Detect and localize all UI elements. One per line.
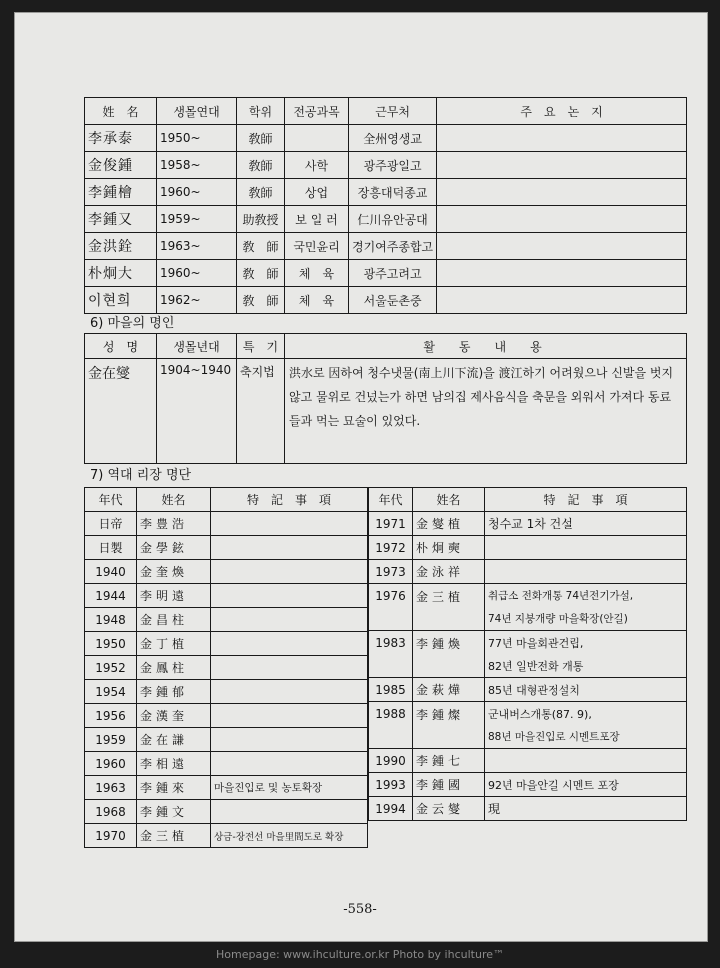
head-name: 金奎煥	[137, 560, 211, 584]
resident-notes	[437, 125, 687, 152]
col-header-notes: 주 요 논 지	[437, 98, 687, 125]
head-name: 李鍾文	[137, 800, 211, 824]
table-row	[369, 702, 687, 726]
resident-degree: 敎師	[237, 179, 285, 206]
resident-workplace: 경기여주종합고	[349, 233, 437, 260]
table-row	[85, 680, 368, 704]
col-header-notes: 特 記 事 項	[485, 488, 687, 512]
head-note: 군내버스개통(87. 9),	[485, 702, 687, 726]
resident-major: 사학	[285, 152, 349, 179]
table-row	[85, 233, 687, 260]
table-row	[85, 359, 687, 464]
head-year: 1985	[369, 678, 413, 702]
resident-workplace: 仁川유안공대	[349, 206, 437, 233]
resident-years: 1959~	[157, 206, 237, 233]
head-year: 1948	[85, 608, 137, 632]
head-note-continued: 82년 일반전화 개통	[485, 654, 687, 678]
table-row	[85, 800, 368, 824]
resident-years: 1963~	[157, 233, 237, 260]
table-row	[369, 560, 687, 584]
table-row	[85, 632, 368, 656]
famous-name: 金在燮	[85, 359, 157, 464]
head-name: 金在謙	[137, 728, 211, 752]
resident-workplace: 광주고려고	[349, 260, 437, 287]
head-note	[211, 560, 368, 584]
head-year: 1993	[369, 773, 413, 797]
head-name: 金萩燁	[413, 678, 485, 702]
page-number: -558-	[343, 902, 377, 917]
resident-degree: 敎 師	[237, 260, 285, 287]
head-year: 1970	[85, 824, 137, 848]
col-header-degree: 학위	[237, 98, 285, 125]
table-row	[85, 704, 368, 728]
table-row	[85, 152, 687, 179]
table-row	[85, 287, 687, 314]
resident-notes	[437, 206, 687, 233]
table-row	[85, 536, 368, 560]
col-header-major: 전공과목	[285, 98, 349, 125]
table-header-row	[85, 334, 687, 359]
head-note: 85년 대형관정설치	[485, 678, 687, 702]
head-name: 金三植	[413, 584, 485, 631]
head-name: 李鍾七	[413, 749, 485, 773]
famous-skill: 축지법	[237, 359, 285, 464]
resident-years: 1950~	[157, 125, 237, 152]
col-header-skill: 특 기	[237, 334, 285, 359]
resident-major: 체 육	[285, 287, 349, 314]
resident-major: 체 육	[285, 260, 349, 287]
head-year: 1944	[85, 584, 137, 608]
resident-workplace: 장흥대덕종교	[349, 179, 437, 206]
table-row	[85, 206, 687, 233]
table-row	[85, 560, 368, 584]
resident-workplace: 서울둔촌중	[349, 287, 437, 314]
resident-years: 1960~	[157, 179, 237, 206]
head-note: 現	[485, 797, 687, 821]
col-header-name: 성 명	[85, 334, 157, 359]
table-header-row	[85, 98, 687, 125]
col-header-year: 年代	[369, 488, 413, 512]
head-name: 金漢奎	[137, 704, 211, 728]
head-note	[211, 728, 368, 752]
head-name: 金丁植	[137, 632, 211, 656]
table-row	[369, 797, 687, 821]
resident-name: 李承泰	[85, 125, 157, 152]
table-header-row	[369, 488, 687, 512]
col-header-notes: 特 記 事 項	[211, 488, 368, 512]
village-heads-table-right	[368, 487, 687, 821]
head-name: 李豊浩	[137, 512, 211, 536]
table-row	[369, 749, 687, 773]
head-year: 1954	[85, 680, 137, 704]
famous-activity: 洪水로 因하여 청수냇물(南上川下流)을 渡江하기 어려웠으나 신발을 벗지 않고 물위로 건넜는가 하면 남의집 제사음식을 축문을 외워서 가져다 동료들과 먹는 묘술이 있었다.	[285, 359, 687, 464]
resident-degree: 敎師	[237, 125, 285, 152]
resident-degree: 敎 師	[237, 233, 285, 260]
head-name: 李明遠	[137, 584, 211, 608]
table-row	[369, 512, 687, 536]
head-name: 金鳳柱	[137, 656, 211, 680]
head-name: 李鍾煥	[413, 631, 485, 678]
col-header-name: 姓 名	[85, 98, 157, 125]
head-note	[211, 656, 368, 680]
table-row	[85, 608, 368, 632]
residents-table	[84, 97, 687, 314]
head-year: 1940	[85, 560, 137, 584]
head-note: 청수교 1차 건설	[485, 512, 687, 536]
head-name: 金學鉉	[137, 536, 211, 560]
head-name: 李鍾郁	[137, 680, 211, 704]
head-note	[485, 536, 687, 560]
table-row	[85, 776, 368, 800]
resident-major: 보 일 러	[285, 206, 349, 233]
village-heads-table-left	[84, 487, 368, 848]
resident-major	[285, 125, 349, 152]
head-year: 1960	[85, 752, 137, 776]
table-row	[85, 824, 368, 848]
resident-degree: 敎 師	[237, 287, 285, 314]
head-note	[211, 632, 368, 656]
table-row	[369, 584, 687, 608]
head-year: 1950	[85, 632, 137, 656]
head-name: 金昌柱	[137, 608, 211, 632]
head-note	[211, 800, 368, 824]
col-header-workplace: 근무처	[349, 98, 437, 125]
head-name: 李鍾來	[137, 776, 211, 800]
head-note-continued: 88년 마을진입로 시멘트포장	[485, 725, 687, 749]
resident-name: 金俊鍾	[85, 152, 157, 179]
head-note: 92년 마을안길 시멘트 포장	[485, 773, 687, 797]
head-note: 77년 마을회관건립,	[485, 631, 687, 655]
head-year: 日製	[85, 536, 137, 560]
resident-major: 상업	[285, 179, 349, 206]
head-year: 1983	[369, 631, 413, 678]
resident-years: 1960~	[157, 260, 237, 287]
head-name: 金燮植	[413, 512, 485, 536]
table-header-row	[85, 488, 368, 512]
head-year: 1956	[85, 704, 137, 728]
resident-years: 1962~	[157, 287, 237, 314]
resident-degree: 敎師	[237, 152, 285, 179]
head-year: 1952	[85, 656, 137, 680]
head-year: 1959	[85, 728, 137, 752]
head-year: 1988	[369, 702, 413, 749]
head-year: 1976	[369, 584, 413, 631]
table-row	[85, 125, 687, 152]
table-row	[369, 678, 687, 702]
resident-name: 朴炯大	[85, 260, 157, 287]
head-year: 1971	[369, 512, 413, 536]
table-row	[85, 260, 687, 287]
head-name: 朴炯奭	[413, 536, 485, 560]
resident-notes	[437, 287, 687, 314]
resident-name: 이현희	[85, 287, 157, 314]
head-note	[485, 749, 687, 773]
resident-notes	[437, 233, 687, 260]
famous-person-table	[84, 333, 687, 464]
head-year: 1990	[369, 749, 413, 773]
head-name: 李相遠	[137, 752, 211, 776]
col-header-activity: 활 동 내 용	[285, 334, 687, 359]
head-year: 1972	[369, 536, 413, 560]
table-row	[85, 728, 368, 752]
table-row	[85, 752, 368, 776]
resident-name: 李鍾又	[85, 206, 157, 233]
col-header-years: 생몰년대	[157, 334, 237, 359]
resident-notes	[437, 260, 687, 287]
head-note	[211, 536, 368, 560]
head-name: 李鍾燦	[413, 702, 485, 749]
head-note: 마을진입로 및 농토확장	[211, 776, 368, 800]
table-row	[85, 179, 687, 206]
head-note	[211, 584, 368, 608]
resident-years: 1958~	[157, 152, 237, 179]
section-title-village-heads: 7) 역대 리장 명단	[90, 468, 192, 483]
head-note: 상금-장전선 마을里間도로 확장	[211, 824, 368, 848]
resident-notes	[437, 179, 687, 206]
head-year: 1968	[85, 800, 137, 824]
table-row	[85, 584, 368, 608]
resident-major: 국민윤리	[285, 233, 349, 260]
head-year: 日帝	[85, 512, 137, 536]
col-header-years: 생몰연대	[157, 98, 237, 125]
table-row	[369, 631, 687, 655]
col-header-name: 姓名	[137, 488, 211, 512]
head-note	[211, 752, 368, 776]
resident-workplace: 全州영생교	[349, 125, 437, 152]
section-title-famous: 6) 마을의 명인	[90, 316, 175, 331]
head-note: 취급소 전화개통 74년전기가설,	[485, 584, 687, 608]
famous-years: 1904~1940	[157, 359, 237, 464]
head-year: 1963	[85, 776, 137, 800]
head-name: 金三植	[137, 824, 211, 848]
resident-name: 金洪銓	[85, 233, 157, 260]
head-name: 金泳祥	[413, 560, 485, 584]
col-header-year: 年代	[85, 488, 137, 512]
head-name: 李鍾國	[413, 773, 485, 797]
footer-credit: Homepage: www.ihculture.or.kr Photo by ihculture™	[216, 948, 504, 961]
head-note-continued: 74년 지붕개량 마을확장(안길)	[485, 607, 687, 631]
resident-name: 李鍾檜	[85, 179, 157, 206]
col-header-name: 姓名	[413, 488, 485, 512]
head-name: 金云燮	[413, 797, 485, 821]
head-note	[211, 608, 368, 632]
table-row	[85, 656, 368, 680]
head-note	[485, 560, 687, 584]
resident-notes	[437, 152, 687, 179]
head-year: 1973	[369, 560, 413, 584]
head-note	[211, 512, 368, 536]
resident-workplace: 광주광일고	[349, 152, 437, 179]
table-row	[369, 536, 687, 560]
table-row	[85, 512, 368, 536]
head-note	[211, 680, 368, 704]
head-year: 1994	[369, 797, 413, 821]
resident-degree: 助敎授	[237, 206, 285, 233]
table-row	[369, 773, 687, 797]
head-note	[211, 704, 368, 728]
